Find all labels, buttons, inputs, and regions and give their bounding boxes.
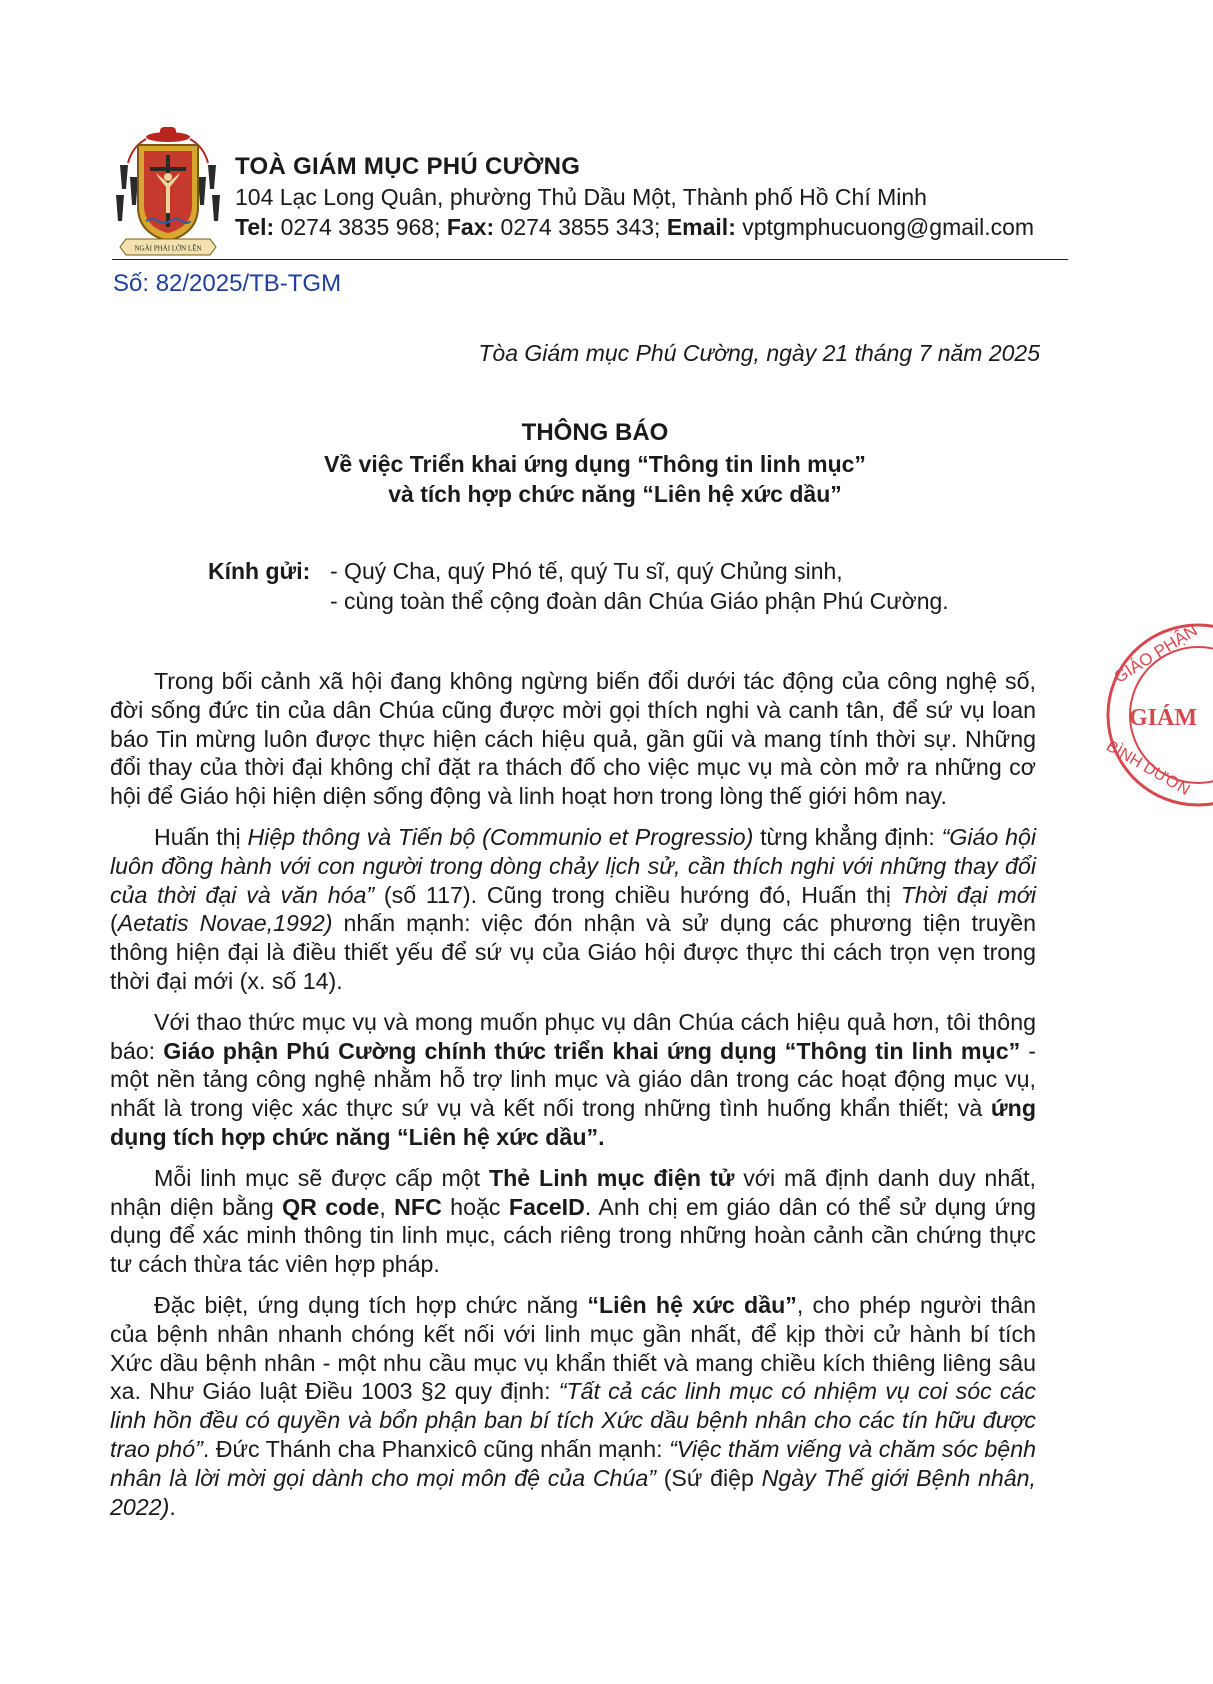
text-run: với mã định danh duy nhất, nhận diện bằng	[110, 1164, 1036, 1220]
paragraph-2	[110, 823, 1036, 996]
text-run: Ngày Thế giới Bệnh nhân, 2022)	[110, 1464, 1036, 1520]
paragraph-5	[110, 1291, 1036, 1521]
text-run: - một nền tảng công nghệ nhằm hỗ trợ linh mục và giáo dân trong các hoạt động mục vụ, nhất là trong việc xác thực sứ vụ và kết nối trong những tình huống khẩn thiết; và	[110, 1037, 1036, 1122]
paragraph-1: Trong bối cảnh xã hội đang không ngừng biến đổi dưới tác động của công nghệ số, đời sống đức tin của dân Chúa cũng được mời gọi thích nghi và canh tân, để sứ vụ loan báo Tin mừng luôn được thực hiện cách hiệu quả, gần gũi và mang tính thời sự. Những đổi thay của thời đại không chỉ đặt ra thách đố cho việc mục vụ mà còn mở ra những cơ hội để Giáo hội hiện diện sống động và linh hoạt hơn trong lòng thế giới hôm nay.	[110, 668, 1036, 810]
text-run: Mỗi linh mục sẽ được cấp một	[154, 1164, 489, 1191]
text-run: Với thao thức mục vụ và mong muốn phục vụ dân Chúa cách hiệu quả hơn, tôi thông báo:	[110, 1008, 1036, 1064]
greeting	[208, 556, 949, 616]
text-run: “Giáo hội luôn đồng hành với con người trong dòng chảy lịch sử, cần thích nghi với những thay đổi của thời đại và văn hóa”	[110, 823, 1037, 908]
text-run: Giáo phận Phú Cường chính thức triển khai ứng dụng “Thông tin linh mục”	[163, 1037, 1021, 1064]
paragraph-3	[110, 1008, 1036, 1152]
svg-text:NGÀI PHẢI LỚN LÊN: NGÀI PHẢI LỚN LÊN	[134, 244, 202, 253]
text-run: (Sứ điệp	[655, 1464, 762, 1491]
org-name: TOÀ GIÁM MỤC PHÚ CƯỜNG	[235, 153, 581, 180]
text-run: Huấn thị	[154, 823, 248, 850]
text-run: . Đức Thánh cha Phanxicô cũng nhấn mạnh:	[202, 1435, 670, 1462]
recipient-1: - Quý Cha, quý Phó tế, quý Tu sĩ, quý Chủng sinh,	[330, 558, 843, 584]
document-body	[110, 667, 1036, 1533]
svg-text:BÌNH DƯƠN: BÌNH DƯƠN	[1103, 737, 1193, 800]
text-run: từng khẳng định:	[753, 823, 942, 850]
text-run: (	[110, 910, 118, 937]
text-run: Thời đại mới	[900, 881, 1036, 908]
fax-value: 0274 3855 343;	[500, 214, 661, 240]
text-run: Đặc biệt, ứng dụng tích hợp chức năng	[154, 1291, 588, 1318]
text-run: QR code	[282, 1193, 380, 1220]
date-line: Tòa Giám mục Phú Cường, ngày 21 tháng 7 năm 2025	[478, 340, 1040, 366]
paragraph-4	[110, 1164, 1036, 1279]
email-label: Email:	[666, 214, 736, 240]
recipient-2: - cùng toàn thể cộng đoàn dân Chúa Giáo phận Phú Cường.	[330, 588, 949, 614]
text-run: Hiệp thông và Tiến bộ (Communio et Progressio)	[247, 823, 754, 850]
title-heading: THÔNG BÁO	[521, 419, 669, 446]
org-address: 104 Lạc Long Quân, phường Thủ Dầu Một, Thành phố Hồ Chí Minh	[235, 184, 927, 210]
email-value: vptgmphucuong@gmail.com	[742, 214, 1035, 240]
text-run: .	[169, 1493, 176, 1520]
svg-text:GIÁO PHẬN: GIÁO PHẬN	[1110, 620, 1201, 687]
text-run: ,	[379, 1193, 395, 1220]
text-run: , cho phép người thân của bệnh nhân nhanh chóng kết nối với linh mục gần nhất, để kịp thời cử hành bí tích Xức dầu bệnh nhân - một nhu cầu mục vụ khẩn thiết và mang chiều kích thiêng liêng sâu xa. Như Giáo luật Điều 1003 §2 quy định:	[110, 1291, 1037, 1405]
text-run: FaceID	[508, 1193, 585, 1220]
tel-label: Tel:	[235, 214, 275, 240]
reference-number: Số: 82/2025/TB-TGM	[113, 270, 342, 297]
text-run: “Việc thăm viếng và chăm sóc bệnh nhân là lời mời gọi dành cho mọi môn đệ của Chúa”	[110, 1435, 1036, 1491]
document-title	[0, 417, 1190, 509]
header-divider	[112, 259, 1068, 260]
letterhead	[235, 152, 1075, 242]
text-run: nhấn mạnh: việc đón nhận và sử dụng các phương tiện truyền thông hiện đại là điều thiết yếu để sứ vụ của Giáo hội được thực thi cách trọn vẹn trong thời đại mới (x. số 14).	[110, 910, 1036, 994]
text-run: Aetatis Novae,1992)	[117, 910, 333, 937]
text-run: NFC	[394, 1193, 442, 1220]
text-run: Thẻ Linh mục điện tử	[488, 1164, 735, 1191]
fax-label: Fax:	[446, 214, 495, 240]
tel-value: 0274 3835 968;	[280, 214, 441, 240]
svg-text:GIÁM: GIÁM	[1129, 705, 1197, 731]
title-line-2: và tích hợp chức năng “Liên hệ xức dầu”	[388, 481, 842, 507]
diocese-seal-icon	[1093, 615, 1213, 815]
org-contact	[235, 212, 1075, 242]
text-run: “Liên hệ xức dầu”	[587, 1291, 797, 1318]
text-run: (số 117). Cũng trong chiều hướng đó, Huấn thị	[374, 881, 901, 908]
text-run: . Anh chị em giáo dân có thể sử dụng ứng dụng để xác minh thông tin linh mục, cách riêng trong những hoàn cảnh cần chứng thực tư cách thừa tác viên hợp pháp.	[110, 1193, 1036, 1278]
text-run: ứng dụng tích hợp chức năng “Liên hệ xức dầu”.	[110, 1095, 1036, 1150]
title-line-1: Về việc Triển khai ứng dụng “Thông tin linh mục”	[324, 451, 866, 477]
greeting-label: Kính gửi:	[208, 558, 311, 584]
text-run: “Tất cả các linh mục có nhiệm vụ coi sóc các linh hồn đều có quyền và bổn phận ban bí tích Xức dầu bệnh nhân cho các tín hữu được trao phó”	[110, 1378, 1037, 1462]
diocese-crest-icon	[112, 125, 224, 257]
text-run: hoặc	[441, 1193, 509, 1220]
